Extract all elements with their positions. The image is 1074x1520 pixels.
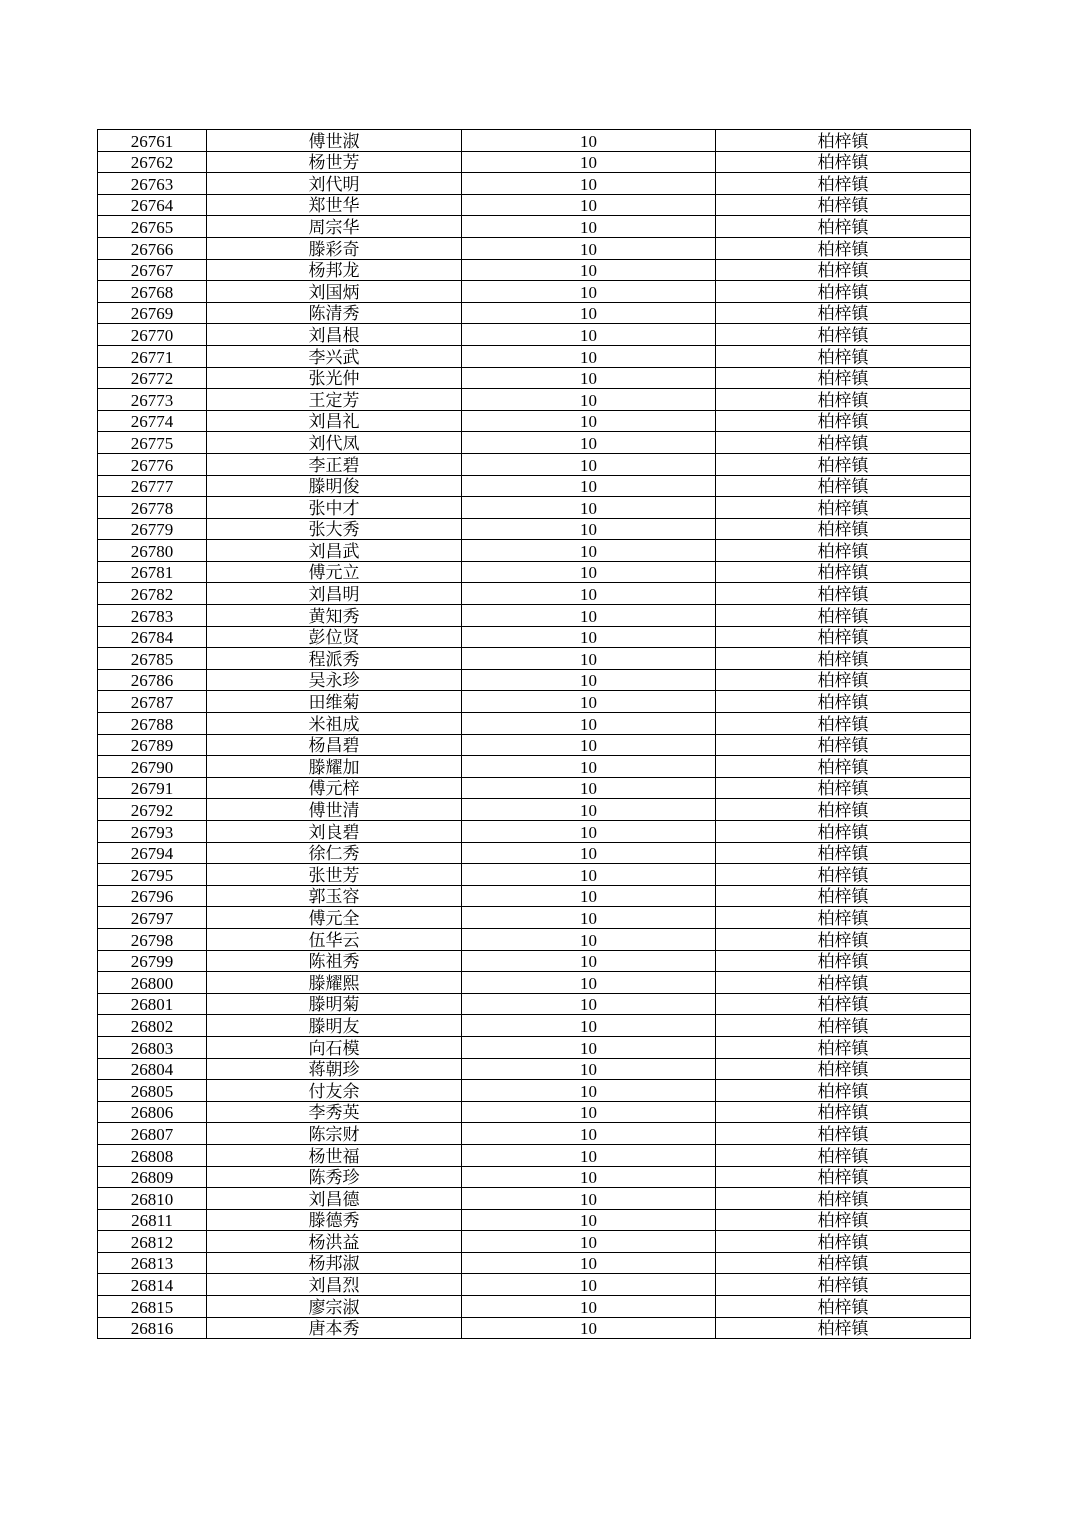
amount-cell: 10 [462, 561, 716, 583]
amount-cell: 10 [462, 734, 716, 756]
name-cell: 滕明友 [207, 1015, 462, 1037]
row-number-cell: 26773 [98, 389, 207, 411]
row-number-cell: 26792 [98, 799, 207, 821]
town-cell: 柏梓镇 [716, 324, 971, 346]
town-cell: 柏梓镇 [716, 1144, 971, 1166]
town-cell: 柏梓镇 [716, 777, 971, 799]
name-cell: 刘昌明 [207, 583, 462, 605]
row-number-cell: 26795 [98, 864, 207, 886]
name-cell: 刘良碧 [207, 821, 462, 843]
row-number-cell: 26766 [98, 237, 207, 259]
amount-cell: 10 [462, 821, 716, 843]
table-row [98, 1123, 971, 1145]
amount-cell: 10 [462, 281, 716, 303]
town-cell: 柏梓镇 [716, 950, 971, 972]
row-number-cell: 26794 [98, 842, 207, 864]
table-row [98, 1058, 971, 1080]
table-row [98, 972, 971, 994]
row-number-cell: 26769 [98, 302, 207, 324]
table-row [98, 151, 971, 173]
town-cell: 柏梓镇 [716, 1209, 971, 1231]
amount-cell: 10 [462, 777, 716, 799]
amount-cell: 10 [462, 972, 716, 994]
row-number-cell: 26762 [98, 151, 207, 173]
row-number-cell: 26786 [98, 669, 207, 691]
row-number-cell: 26789 [98, 734, 207, 756]
town-cell: 柏梓镇 [716, 669, 971, 691]
table-row [98, 907, 971, 929]
row-number-cell: 26812 [98, 1231, 207, 1253]
town-cell: 柏梓镇 [716, 130, 971, 152]
town-cell: 柏梓镇 [716, 540, 971, 562]
row-number-cell: 26782 [98, 583, 207, 605]
town-cell: 柏梓镇 [716, 237, 971, 259]
town-cell: 柏梓镇 [716, 713, 971, 735]
town-cell: 柏梓镇 [716, 497, 971, 519]
table-row [98, 194, 971, 216]
table-row [98, 173, 971, 195]
name-cell: 向石模 [207, 1036, 462, 1058]
name-cell: 郑世华 [207, 194, 462, 216]
amount-cell: 10 [462, 130, 716, 152]
amount-cell: 10 [462, 1317, 716, 1339]
row-number-cell: 26810 [98, 1188, 207, 1210]
name-cell: 蒋朝珍 [207, 1058, 462, 1080]
table-row [98, 389, 971, 411]
town-cell: 柏梓镇 [716, 1188, 971, 1210]
town-cell: 柏梓镇 [716, 972, 971, 994]
name-cell: 张世芳 [207, 864, 462, 886]
table-row [98, 1144, 971, 1166]
table-row [98, 950, 971, 972]
town-cell: 柏梓镇 [716, 453, 971, 475]
town-cell: 柏梓镇 [716, 1123, 971, 1145]
row-number-cell: 26777 [98, 475, 207, 497]
table-body [98, 130, 971, 1339]
row-number-cell: 26798 [98, 928, 207, 950]
table-row [98, 1317, 971, 1339]
name-cell: 刘代凤 [207, 432, 462, 454]
name-cell: 王定芳 [207, 389, 462, 411]
table-row [98, 540, 971, 562]
name-cell: 张光仲 [207, 367, 462, 389]
table-row [98, 1274, 971, 1296]
amount-cell: 10 [462, 1144, 716, 1166]
row-number-cell: 26807 [98, 1123, 207, 1145]
amount-cell: 10 [462, 259, 716, 281]
town-cell: 柏梓镇 [716, 1058, 971, 1080]
town-cell: 柏梓镇 [716, 432, 971, 454]
row-number-cell: 26816 [98, 1317, 207, 1339]
name-cell: 李秀英 [207, 1101, 462, 1123]
row-number-cell: 26778 [98, 497, 207, 519]
row-number-cell: 26783 [98, 605, 207, 627]
table-row [98, 1080, 971, 1102]
town-cell: 柏梓镇 [716, 216, 971, 238]
table-row [98, 1296, 971, 1318]
amount-cell: 10 [462, 194, 716, 216]
row-number-cell: 26799 [98, 950, 207, 972]
town-cell: 柏梓镇 [716, 1080, 971, 1102]
name-cell: 张大秀 [207, 518, 462, 540]
name-cell: 周宗华 [207, 216, 462, 238]
amount-cell: 10 [462, 1015, 716, 1037]
town-cell: 柏梓镇 [716, 1231, 971, 1253]
name-cell: 唐本秀 [207, 1317, 462, 1339]
town-cell: 柏梓镇 [716, 194, 971, 216]
table-row [98, 518, 971, 540]
town-cell: 柏梓镇 [716, 648, 971, 670]
name-cell: 陈清秀 [207, 302, 462, 324]
town-cell: 柏梓镇 [716, 410, 971, 432]
amount-cell: 10 [462, 432, 716, 454]
name-cell: 杨邦淑 [207, 1252, 462, 1274]
town-cell: 柏梓镇 [716, 1101, 971, 1123]
amount-cell: 10 [462, 928, 716, 950]
town-cell: 柏梓镇 [716, 518, 971, 540]
table-row [98, 281, 971, 303]
row-number-cell: 26784 [98, 626, 207, 648]
table-row [98, 259, 971, 281]
table-row [98, 561, 971, 583]
amount-cell: 10 [462, 1274, 716, 1296]
row-number-cell: 26780 [98, 540, 207, 562]
town-cell: 柏梓镇 [716, 281, 971, 303]
name-cell: 黄知秀 [207, 605, 462, 627]
amount-cell: 10 [462, 1123, 716, 1145]
table-row [98, 993, 971, 1015]
town-cell: 柏梓镇 [716, 799, 971, 821]
table-row [98, 864, 971, 886]
row-number-cell: 26803 [98, 1036, 207, 1058]
row-number-cell: 26815 [98, 1296, 207, 1318]
name-cell: 傅元全 [207, 907, 462, 929]
town-cell: 柏梓镇 [716, 1015, 971, 1037]
town-cell: 柏梓镇 [716, 605, 971, 627]
amount-cell: 10 [462, 475, 716, 497]
name-cell: 刘昌德 [207, 1188, 462, 1210]
name-cell: 傅世清 [207, 799, 462, 821]
row-number-cell: 26785 [98, 648, 207, 670]
row-number-cell: 26811 [98, 1209, 207, 1231]
row-number-cell: 26806 [98, 1101, 207, 1123]
name-cell: 伍华云 [207, 928, 462, 950]
table-row [98, 432, 971, 454]
name-cell: 米祖成 [207, 713, 462, 735]
table-row [98, 216, 971, 238]
amount-cell: 10 [462, 1166, 716, 1188]
row-number-cell: 26781 [98, 561, 207, 583]
town-cell: 柏梓镇 [716, 734, 971, 756]
row-number-cell: 26814 [98, 1274, 207, 1296]
town-cell: 柏梓镇 [716, 389, 971, 411]
amount-cell: 10 [462, 605, 716, 627]
name-cell: 傅元立 [207, 561, 462, 583]
town-cell: 柏梓镇 [716, 367, 971, 389]
table-row [98, 777, 971, 799]
town-cell: 柏梓镇 [716, 928, 971, 950]
amount-cell: 10 [462, 1058, 716, 1080]
amount-cell: 10 [462, 626, 716, 648]
amount-cell: 10 [462, 389, 716, 411]
name-cell: 傅世淑 [207, 130, 462, 152]
name-cell: 杨邦龙 [207, 259, 462, 281]
name-cell: 刘昌礼 [207, 410, 462, 432]
table-row [98, 324, 971, 346]
amount-cell: 10 [462, 756, 716, 778]
row-number-cell: 26779 [98, 518, 207, 540]
table-row [98, 475, 971, 497]
table-row [98, 583, 971, 605]
name-cell: 刘昌烈 [207, 1274, 462, 1296]
row-number-cell: 26813 [98, 1252, 207, 1274]
amount-cell: 10 [462, 173, 716, 195]
table-row [98, 130, 971, 152]
row-number-cell: 26772 [98, 367, 207, 389]
name-cell: 彭位贤 [207, 626, 462, 648]
town-cell: 柏梓镇 [716, 993, 971, 1015]
name-cell: 廖宗淑 [207, 1296, 462, 1318]
name-cell: 陈秀珍 [207, 1166, 462, 1188]
amount-cell: 10 [462, 669, 716, 691]
town-cell: 柏梓镇 [716, 907, 971, 929]
row-number-cell: 26788 [98, 713, 207, 735]
row-number-cell: 26796 [98, 885, 207, 907]
name-cell: 陈宗财 [207, 1123, 462, 1145]
name-cell: 杨世芳 [207, 151, 462, 173]
table-row [98, 410, 971, 432]
table-row [98, 928, 971, 950]
amount-cell: 10 [462, 907, 716, 929]
row-number-cell: 26774 [98, 410, 207, 432]
town-cell: 柏梓镇 [716, 475, 971, 497]
name-cell: 滕彩奇 [207, 237, 462, 259]
town-cell: 柏梓镇 [716, 583, 971, 605]
name-cell: 张中才 [207, 497, 462, 519]
name-cell: 滕明俊 [207, 475, 462, 497]
row-number-cell: 26805 [98, 1080, 207, 1102]
amount-cell: 10 [462, 950, 716, 972]
town-cell: 柏梓镇 [716, 756, 971, 778]
name-cell: 滕耀加 [207, 756, 462, 778]
table-row [98, 302, 971, 324]
amount-cell: 10 [462, 885, 716, 907]
table-row [98, 497, 971, 519]
town-cell: 柏梓镇 [716, 691, 971, 713]
town-cell: 柏梓镇 [716, 1252, 971, 1274]
table-row [98, 799, 971, 821]
amount-cell: 10 [462, 237, 716, 259]
amount-cell: 10 [462, 1080, 716, 1102]
row-number-cell: 26765 [98, 216, 207, 238]
town-cell: 柏梓镇 [716, 345, 971, 367]
name-cell: 吴永珍 [207, 669, 462, 691]
row-number-cell: 26775 [98, 432, 207, 454]
name-cell: 刘昌武 [207, 540, 462, 562]
town-cell: 柏梓镇 [716, 821, 971, 843]
row-number-cell: 26793 [98, 821, 207, 843]
amount-cell: 10 [462, 799, 716, 821]
table-row [98, 821, 971, 843]
town-cell: 柏梓镇 [716, 1296, 971, 1318]
row-number-cell: 26764 [98, 194, 207, 216]
row-number-cell: 26802 [98, 1015, 207, 1037]
data-table [97, 129, 971, 1339]
row-number-cell: 26800 [98, 972, 207, 994]
row-number-cell: 26790 [98, 756, 207, 778]
row-number-cell: 26771 [98, 345, 207, 367]
amount-cell: 10 [462, 345, 716, 367]
amount-cell: 10 [462, 648, 716, 670]
table-row [98, 605, 971, 627]
town-cell: 柏梓镇 [716, 1036, 971, 1058]
row-number-cell: 26761 [98, 130, 207, 152]
name-cell: 傅元梓 [207, 777, 462, 799]
row-number-cell: 26801 [98, 993, 207, 1015]
amount-cell: 10 [462, 518, 716, 540]
amount-cell: 10 [462, 1209, 716, 1231]
name-cell: 杨洪益 [207, 1231, 462, 1253]
table-row [98, 734, 971, 756]
town-cell: 柏梓镇 [716, 1166, 971, 1188]
amount-cell: 10 [462, 1231, 716, 1253]
name-cell: 刘国炳 [207, 281, 462, 303]
amount-cell: 10 [462, 324, 716, 346]
row-number-cell: 26787 [98, 691, 207, 713]
town-cell: 柏梓镇 [716, 1274, 971, 1296]
table-row [98, 885, 971, 907]
row-number-cell: 26768 [98, 281, 207, 303]
table-row [98, 1209, 971, 1231]
name-cell: 刘昌根 [207, 324, 462, 346]
amount-cell: 10 [462, 1188, 716, 1210]
town-cell: 柏梓镇 [716, 842, 971, 864]
amount-cell: 10 [462, 1252, 716, 1274]
table-row [98, 367, 971, 389]
amount-cell: 10 [462, 993, 716, 1015]
amount-cell: 10 [462, 1036, 716, 1058]
town-cell: 柏梓镇 [716, 864, 971, 886]
town-cell: 柏梓镇 [716, 173, 971, 195]
amount-cell: 10 [462, 1101, 716, 1123]
amount-cell: 10 [462, 151, 716, 173]
amount-cell: 10 [462, 864, 716, 886]
amount-cell: 10 [462, 1296, 716, 1318]
name-cell: 杨昌碧 [207, 734, 462, 756]
name-cell: 郭玉容 [207, 885, 462, 907]
amount-cell: 10 [462, 302, 716, 324]
name-cell: 徐仁秀 [207, 842, 462, 864]
table-row [98, 626, 971, 648]
name-cell: 滕耀熙 [207, 972, 462, 994]
name-cell: 滕德秀 [207, 1209, 462, 1231]
table-row [98, 1252, 971, 1274]
amount-cell: 10 [462, 453, 716, 475]
row-number-cell: 26776 [98, 453, 207, 475]
name-cell: 杨世福 [207, 1144, 462, 1166]
name-cell: 李正碧 [207, 453, 462, 475]
name-cell: 程派秀 [207, 648, 462, 670]
name-cell: 陈祖秀 [207, 950, 462, 972]
town-cell: 柏梓镇 [716, 302, 971, 324]
town-cell: 柏梓镇 [716, 151, 971, 173]
amount-cell: 10 [462, 691, 716, 713]
row-number-cell: 26767 [98, 259, 207, 281]
town-cell: 柏梓镇 [716, 626, 971, 648]
table-row [98, 713, 971, 735]
table-row [98, 1231, 971, 1253]
amount-cell: 10 [462, 497, 716, 519]
name-cell: 滕明菊 [207, 993, 462, 1015]
amount-cell: 10 [462, 216, 716, 238]
table-row [98, 669, 971, 691]
table-row [98, 1101, 971, 1123]
table-row [98, 756, 971, 778]
amount-cell: 10 [462, 540, 716, 562]
row-number-cell: 26809 [98, 1166, 207, 1188]
name-cell: 田维菊 [207, 691, 462, 713]
table-row [98, 1188, 971, 1210]
table-row [98, 237, 971, 259]
name-cell: 付友余 [207, 1080, 462, 1102]
town-cell: 柏梓镇 [716, 885, 971, 907]
table-row [98, 453, 971, 475]
amount-cell: 10 [462, 842, 716, 864]
row-number-cell: 26808 [98, 1144, 207, 1166]
table-row [98, 648, 971, 670]
table-row [98, 842, 971, 864]
row-number-cell: 26791 [98, 777, 207, 799]
table-row [98, 1166, 971, 1188]
row-number-cell: 26804 [98, 1058, 207, 1080]
town-cell: 柏梓镇 [716, 259, 971, 281]
name-cell: 刘代明 [207, 173, 462, 195]
table-row [98, 345, 971, 367]
name-cell: 李兴武 [207, 345, 462, 367]
amount-cell: 10 [462, 713, 716, 735]
amount-cell: 10 [462, 410, 716, 432]
row-number-cell: 26797 [98, 907, 207, 929]
row-number-cell: 26770 [98, 324, 207, 346]
table-row [98, 1036, 971, 1058]
row-number-cell: 26763 [98, 173, 207, 195]
amount-cell: 10 [462, 583, 716, 605]
amount-cell: 10 [462, 367, 716, 389]
town-cell: 柏梓镇 [716, 561, 971, 583]
table-row [98, 691, 971, 713]
town-cell: 柏梓镇 [716, 1317, 971, 1339]
table-row [98, 1015, 971, 1037]
